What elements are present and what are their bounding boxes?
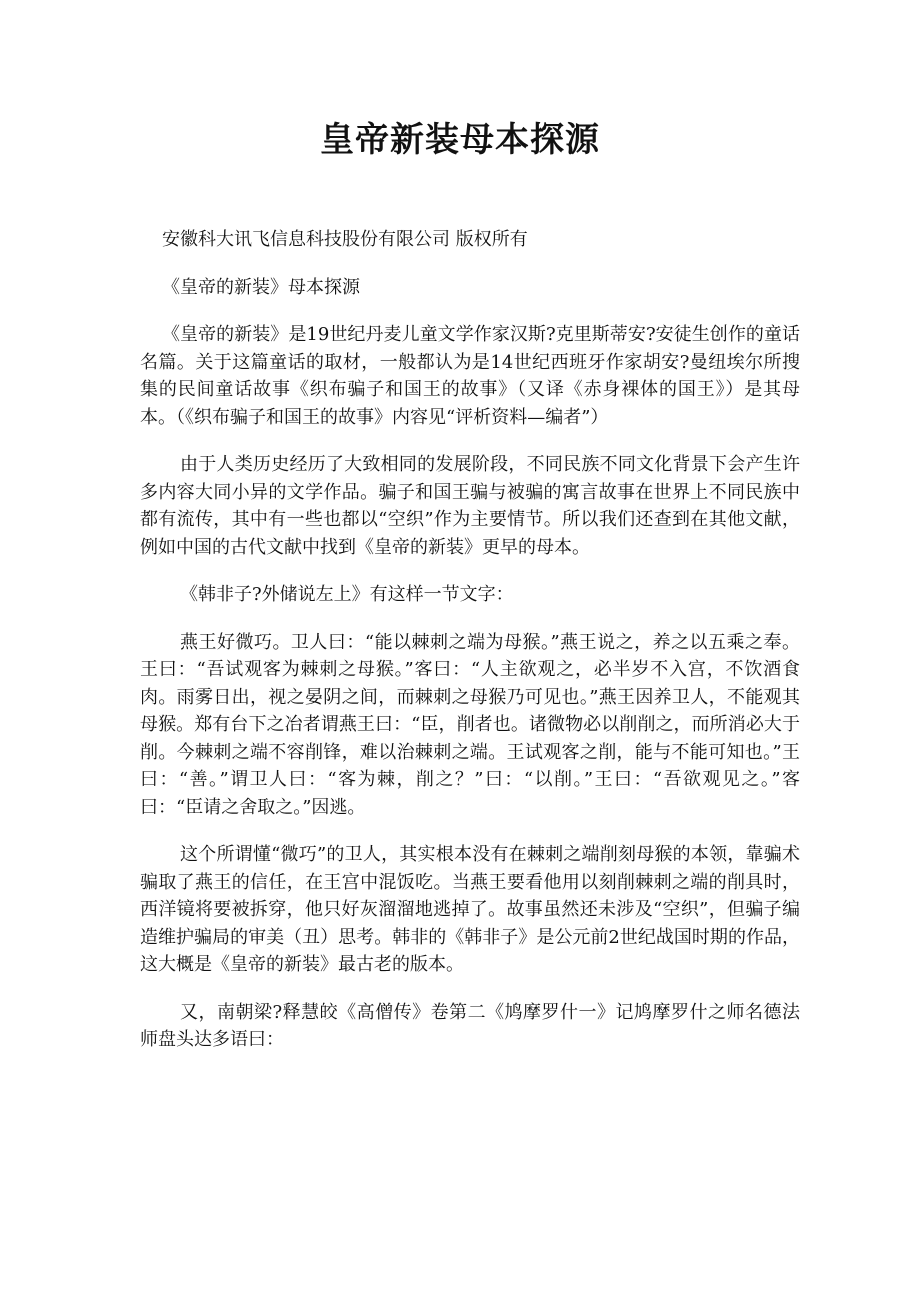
paragraph: 《韩非子?外储说左上》有这样一节文字： [180, 584, 514, 605]
paragraph: 《皇帝的新装》是19世纪丹麦儿童文学作家汉斯?克里斯蒂安?安徒生创作的童话名篇。关于这篇童话的取材，一般都认为是14世纪西班牙作家胡安?曼纽埃尔所搜集的民间童话故事《织布骗子和国王的故事》（又译《赤身裸体的国王》）是其母本。（《织布骗子和国王的故事》内容见“评析资料—编者”） [140, 324, 800, 428]
copyright-line: 安徽科大讯飞信息科技股份有限公司 版权所有 [162, 229, 528, 250]
paragraph: 这个所谓懂“微巧”的卫人，其实根本没有在棘刺之端削刻母猴的本领，靠骗术骗取了燕王的信任，在王宫中混饭吃。当燕王要看他用以刻削棘刺之端的削具时，西洋镜将要被拆穿，他只好灰溜溜地逃掉了。故事虽然还未涉及“空织”，但骗子编造维护骗局的审美（丑）思考。韩非的《韩非子》是公元前2世纪战国时期的作品，这大概是《皇帝的新装》最古老的版本。 [140, 844, 800, 975]
quoted-passage: 燕王好微巧。卫人曰：“能以棘刺之端为母猴。”燕王说之，养之以五乘之奉。王曰：“吾试观客为棘刺之母猴。”客曰：“人主欲观之，必半岁不入宫，不饮酒食肉。雨雾日出，视之晏阴之间，而棘刺之母猴乃可见也。”燕王因养卫人，不能观其母猴。郑有台下之冶者谓燕王曰：“臣，削者也。诸微物必以削削之，而所消必大于削。今棘刺之端不容削锋，难以治棘刺之端。王试观客之削，能与不能可知也。”王曰：“善。”谓卫人曰：“客为棘，削之？”曰：“以削。”王曰：“吾欲观见之。”客曰：“臣请之舍取之。”因逃。 [140, 631, 800, 818]
paragraph: 又，南朝梁?释慧皎《高僧传》卷第二《鸠摩罗什一》记鸠摩罗什之师名德法师盘头达多语曰： [140, 1001, 800, 1050]
document-title: 皇帝新装母本探源 [320, 120, 600, 160]
subtitle-line: 《皇帝的新装》母本探源 [162, 276, 360, 298]
paragraph: 由于人类历史经历了大致相同的发展阶段，不同民族不同文化背景下会产生许多内容大同小异的文学作品。骗子和国王骗与被骗的寓言故事在世界上不同民族中都有流传，其中有一些也都以“空织”作为主要情节。所以我们还查到在其他文献，例如中国的古代文献中找到《皇帝的新装》更早的母本。 [140, 454, 800, 558]
document-body [140, 226, 800, 1074]
